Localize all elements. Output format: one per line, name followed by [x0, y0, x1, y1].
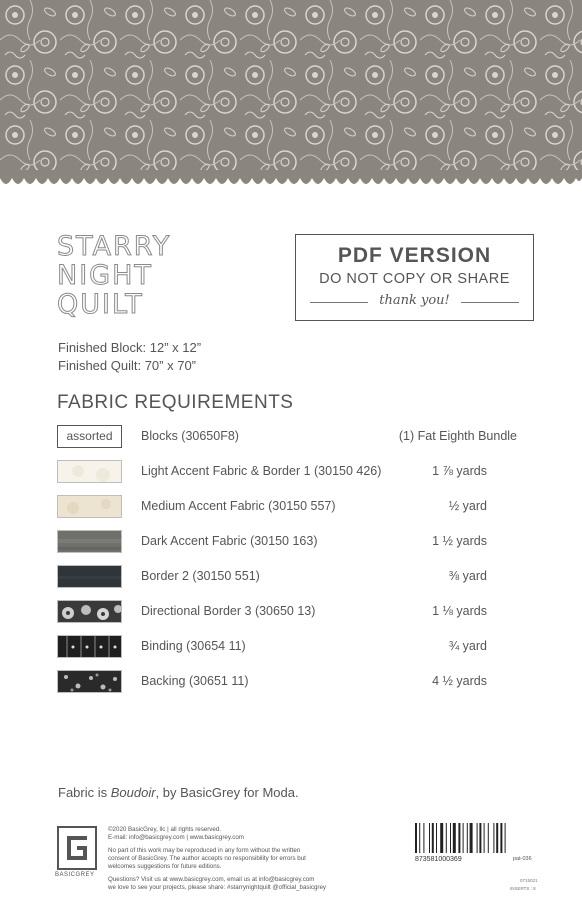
- fabric-line-prefix: Fabric is: [58, 785, 111, 800]
- inserts-code: INSERTS : 8: [510, 886, 536, 891]
- contact-email: E-mail: info@basicgrey.com | www.basicgrey.com: [108, 834, 244, 841]
- finished-quilt: Finished Quilt: 70” x 70”: [58, 358, 197, 373]
- fabric-row: [57, 670, 517, 705]
- thanks-text: thank you!: [379, 293, 450, 308]
- fabric-quantity: 4 ½ yards: [432, 674, 487, 688]
- swatch-backing: [57, 670, 122, 693]
- pattern-title: [57, 232, 287, 319]
- fabric-row: [57, 460, 517, 495]
- fabric-quantity: 1 ½ yards: [432, 534, 487, 548]
- fabric-name: Dark Accent Fabric (30150 163): [141, 534, 318, 548]
- swatch-light-accent: [57, 460, 122, 483]
- swatch-dark-accent: [57, 530, 122, 553]
- fabric-line-suffix: , by BasicGrey for Moda.: [155, 785, 299, 800]
- fabric-requirements-heading: FABRIC REQUIREMENTS: [57, 392, 294, 413]
- fabric-quantity: ⅜ yard: [448, 569, 487, 583]
- fabric-name: Directional Border 3 (30650 13): [141, 604, 316, 618]
- title-line-2: NIGHT: [57, 260, 153, 291]
- legal-text: [108, 826, 408, 892]
- fabric-collection-line: [58, 785, 299, 800]
- legal-line-1: No part of this work may be reproduced in any form without the written: [108, 847, 301, 854]
- fabric-name: Border 2 (30150 551): [141, 569, 260, 583]
- fabric-name: Backing (30651 11): [141, 674, 249, 688]
- fabric-row: [57, 600, 517, 635]
- fabric-name: Blocks (30650F8): [141, 429, 239, 443]
- fabric-collection-name: Boudoir: [110, 785, 156, 800]
- print-code: 0715021: [520, 878, 538, 883]
- fabric-name: Medium Accent Fabric (30150 557): [141, 499, 336, 513]
- pdf-notice-subtitle: DO NOT COPY OR SHARE: [319, 271, 510, 287]
- pdf-notice-box: [295, 234, 534, 321]
- copyright: ©2020 BasicGrey, llc | all rights reserved.: [108, 826, 221, 833]
- fabric-row: [57, 565, 517, 600]
- finished-sizes: [58, 339, 201, 375]
- swatch-border-2: [57, 565, 122, 588]
- share-line: we love to see your projects, please share: #starrynightquilt @official_basicgrey: [108, 884, 327, 891]
- finished-block: Finished Block: 12” x 12”: [58, 340, 202, 355]
- lace-fabric-banner: [0, 0, 582, 190]
- barcode-icon: [415, 823, 535, 853]
- legal-line-2: consent of BasicGrey. The author accepts no responsibility for errors but: [108, 855, 306, 862]
- fabric-quantity: ¾ yard: [448, 639, 487, 653]
- swatch-assorted: assorted: [57, 425, 122, 448]
- pdf-notice-title: PDF VERSION: [337, 244, 492, 267]
- logo-wordmark: BASICGREY: [55, 872, 95, 878]
- pattern-number: pat-036: [513, 856, 532, 862]
- fabric-row: [57, 425, 517, 460]
- title-line-1: STARRY: [57, 231, 172, 262]
- swatch-binding: [57, 635, 122, 658]
- fabric-row: [57, 530, 517, 565]
- legal-line-3: welcomes suggestions for future editions.: [108, 863, 222, 870]
- swatch-directional-border-3: [57, 600, 122, 623]
- barcode-number: 873581000369: [415, 856, 462, 863]
- questions-line: Questions? Visit us at www.basicgrey.com, email us at info@basicgrey.com: [108, 876, 315, 883]
- thanks-row: [306, 293, 523, 311]
- fabric-name: Binding (30654 11): [141, 639, 246, 653]
- fabric-quantity: 1 ⅛ yards: [432, 604, 487, 618]
- swatch-medium-accent: [57, 495, 122, 518]
- title-line-3: QUILT: [57, 289, 144, 320]
- divider-right: [461, 302, 519, 303]
- fabric-row: [57, 495, 517, 530]
- fabric-quantity: (1) Fat Eighth Bundle: [398, 429, 517, 443]
- fabric-quantity: 1 ⅞ yards: [432, 464, 487, 478]
- fabric-row: [57, 635, 517, 670]
- lace-pattern-image: [0, 0, 582, 190]
- fabric-quantity: ½ yard: [448, 499, 487, 513]
- fabric-name: Light Accent Fabric & Border 1 (30150 426): [141, 464, 382, 478]
- fabric-list: [57, 425, 517, 705]
